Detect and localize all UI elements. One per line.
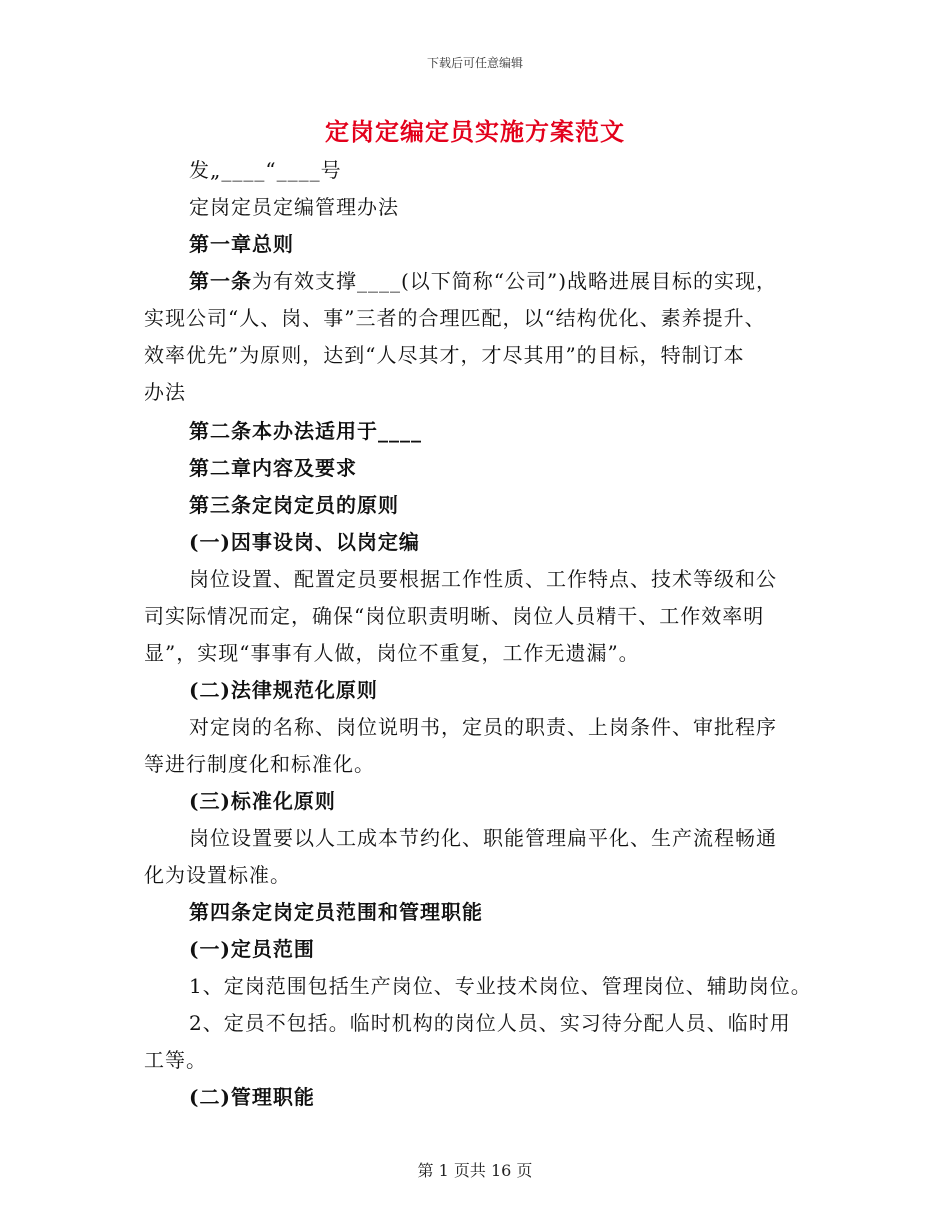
chapter-heading: 第一章总则 xyxy=(189,232,294,256)
document-body xyxy=(144,152,824,1116)
paragraph-line: 显”，实现“事事有人做，岗位不重复，工作无遗漏”。 xyxy=(144,641,640,665)
list-item: 1、定岗范围包括生产岗位、专业技术岗位、管理岗位、辅助岗位。 xyxy=(189,974,812,998)
list-item: 2、定员不包括。临时机构的岗位人员、实习待分配人员、临时用 xyxy=(189,1011,791,1035)
chapter-heading: 第二章内容及要求 xyxy=(189,456,357,480)
header-note: 下载后可任意编辑 xyxy=(426,56,523,70)
paragraph-line: 岗位设置、配置定员要根据工作性质、工作特点、技术等级和公 xyxy=(189,567,777,591)
document-title: 定岗定编定员实施方案范文 xyxy=(325,117,625,146)
subtitle-line: 定岗定员定编管理办法 xyxy=(189,195,399,219)
paragraph-line: 工等。 xyxy=(144,1048,207,1072)
article-text: 为有效支撑____(以下简称“公司”)战略进展目标的实现， xyxy=(252,269,778,293)
article-label: 第一条 xyxy=(189,269,252,293)
section-heading: (三)标准化原则 xyxy=(189,789,336,813)
page-footer: 第 1 页共 16 页 xyxy=(417,1161,533,1180)
article-heading: 第三条定岗定员的原则 xyxy=(189,493,399,517)
section-heading: (一)定员范围 xyxy=(189,937,315,961)
article-heading: 第四条定岗定员范围和管理职能 xyxy=(189,900,483,924)
paragraph-line: 效率优先”为原则，达到“人尽其才，才尽其用”的目标，特制订本 xyxy=(144,343,745,367)
paragraph-line: 对定岗的名称、岗位说明书，定员的职责、上岗条件、审批程序 xyxy=(189,715,777,739)
paragraph-line: 等进行制度化和标准化。 xyxy=(144,752,375,776)
doc-number-line: 发„____“____号 xyxy=(189,158,342,182)
paragraph-line: 实现公司“人、岗、事”三者的合理匹配，以“结构优化、素养提升、 xyxy=(144,306,766,330)
paragraph-line: 化为设置标准。 xyxy=(144,863,291,887)
article-line xyxy=(144,263,824,300)
section-heading: (二)法律规范化原则 xyxy=(189,678,378,702)
section-heading: (二)管理职能 xyxy=(189,1085,315,1109)
article-heading: 第二条本办法适用于____ xyxy=(189,419,422,443)
paragraph-line: 岗位设置要以人工成本节约化、职能管理扁平化、生产流程畅通 xyxy=(189,826,777,850)
section-heading: (一)因事设岗、以岗定编 xyxy=(189,530,420,554)
paragraph-line: 司实际情况而定，确保“岗位职责明晰、岗位人员精干、工作效率明 xyxy=(144,604,765,628)
paragraph-line: 办法 xyxy=(144,380,186,404)
